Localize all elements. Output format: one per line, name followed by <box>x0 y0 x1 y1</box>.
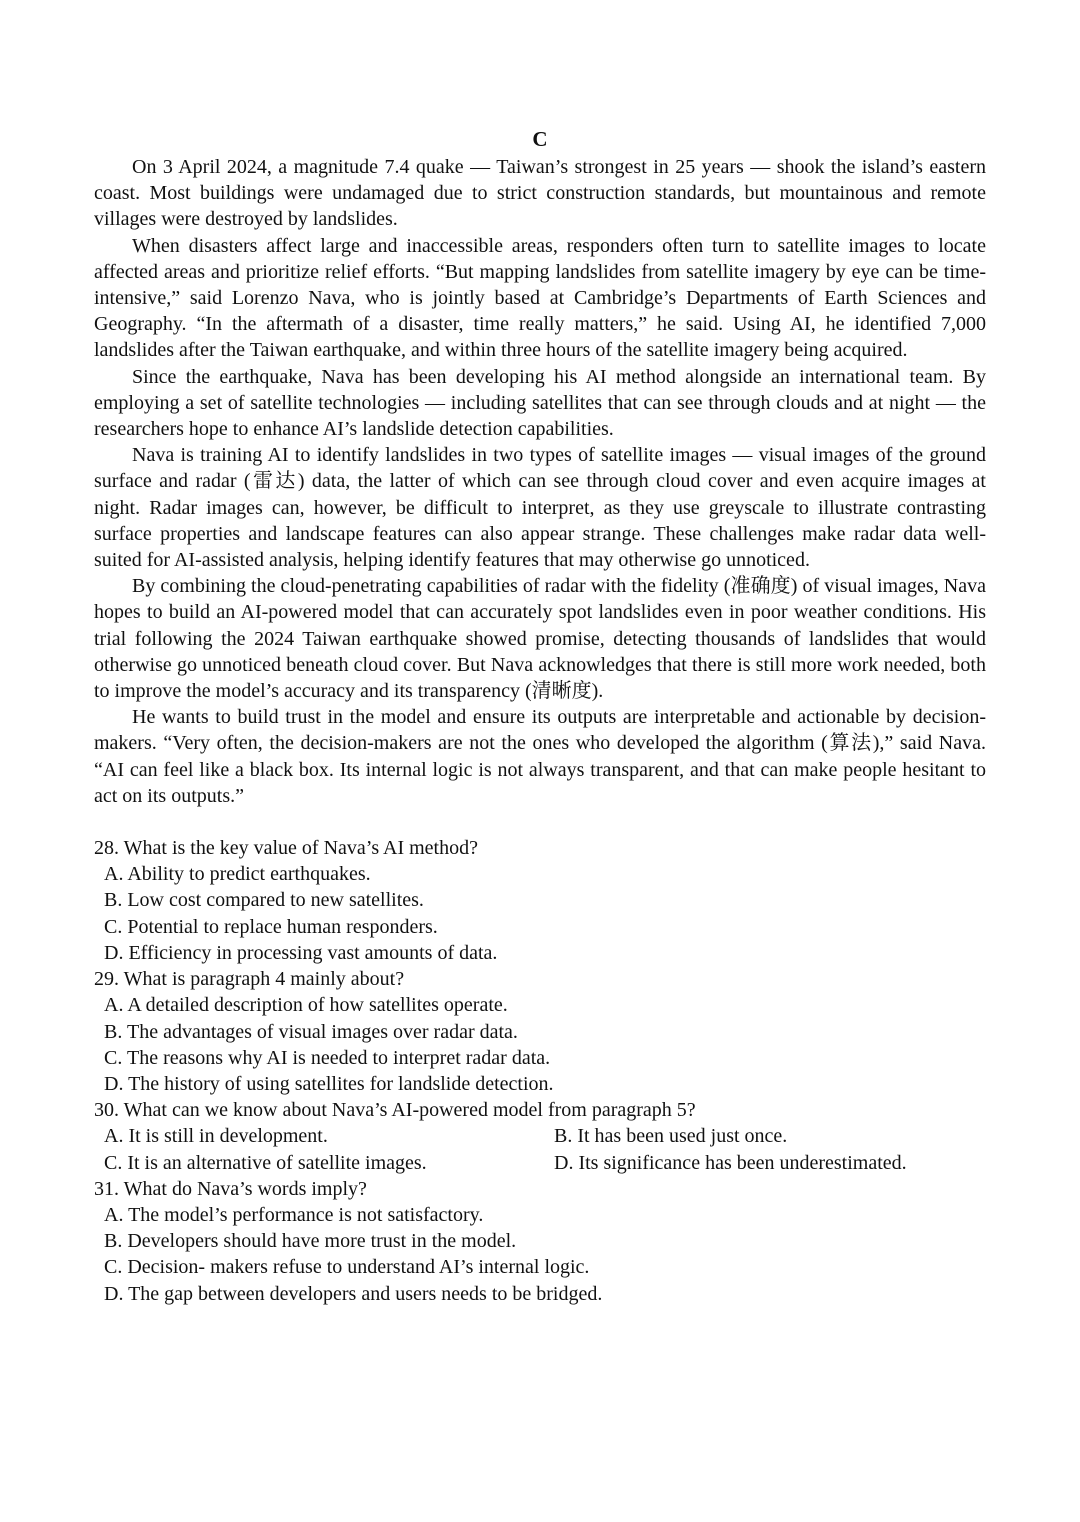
question-stem: 28. What is the key value of Nava’s AI method? <box>94 837 478 860</box>
option-c: C. It is an alternative of satellite images. <box>104 1151 427 1174</box>
option-b: B. It has been used just once. <box>554 1125 788 1148</box>
passage-paragraph-4: Nava is training AI to identify landslides in two types of satellite images — visual images of the ground surface and radar (雷达) data, the latter of which can see through cloud cover and even acquire images at night. Radar images can, however, be difficult to interpret, as they use greyscale to illustrate contrasting surface properties and landscape features can also appear strange. These challenges make radar data well-suited for AI-assisted analysis, helping identify features that may otherwise go unnoticed. <box>94 444 986 572</box>
passage-paragraph-6: He wants to build trust in the model and ensure its outputs are interpretable and actionable by decision-makers. “Very often, the decision-makers are not the ones who developed the algorithm (算法),” said Nava. “AI can feel like a black box. Its internal logic is not always transparent, and that can make people hesitant to act on its outputs.” <box>94 706 986 807</box>
option-b: B. The advantages of visual images over radar data. <box>104 1020 518 1043</box>
question-stem: 29. What is paragraph 4 mainly about? <box>94 968 405 991</box>
question-stem: 31. What do Nava’s words imply? <box>94 1177 367 1200</box>
option-d: D. Efficiency in processing vast amounts of data. <box>104 941 498 964</box>
option-b: B. Developers should have more trust in the model. <box>104 1230 517 1253</box>
reading-passage <box>94 154 986 809</box>
option-a: A. It is still in development. <box>104 1125 328 1148</box>
option-c: C. Potential to replace human responders. <box>104 915 438 938</box>
option-c: C. Decision- makers refuse to understand AI’s internal logic. <box>104 1256 590 1279</box>
option-d: D. The history of using satellites for landslide detection. <box>104 1072 554 1095</box>
passage-paragraph-5: By combining the cloud-penetrating capabilities of radar with the fidelity (准确度) of visual images, Nava hopes to build an AI-powered model that can accurately spot landslides even in poor weather conditions. His trial following the 2024 Taiwan earthquake showed promise, detecting thousands of landslides that would otherwise go unnoticed beneath cloud cover. But Nava acknowledges that there is still more work needed, both to improve the model’s accuracy and its transparency (清晰度). <box>94 575 986 703</box>
question-31 <box>94 1176 986 1307</box>
option-d: D. The gap between developers and users needs to be bridged. <box>104 1282 603 1305</box>
option-a: A. Ability to predict earthquakes. <box>104 863 371 886</box>
option-d: D. Its significance has been underestimated. <box>554 1151 907 1174</box>
passage-paragraph-2: When disasters affect large and inaccessible areas, responders often turn to satellite images to locate affected areas and prioritize relief efforts. “But mapping landslides from satellite imagery by eye can be time-intensive,” said Lorenzo Nava, who is jointly based at Cambridge’s Departments of Earth Sciences and Geography. “In the aftermath of a disaster, time really matters,” he said. Using AI, he identified 7,000 landslides after the Taiwan earthquake, and within three hours of the satellite imagery being acquired. <box>94 234 986 362</box>
question-29 <box>94 966 986 1097</box>
question-28 <box>94 835 986 966</box>
option-c: C. The reasons why AI is needed to interpret radar data. <box>104 1046 551 1069</box>
exam-page <box>94 126 986 1307</box>
option-b: B. Low cost compared to new satellites. <box>104 889 424 912</box>
option-a: A. The model’s performance is not satisfactory. <box>104 1203 484 1226</box>
option-a: A. A detailed description of how satellites operate. <box>104 994 508 1017</box>
section-heading: C <box>532 127 548 151</box>
question-stem: 30. What can we know about Nava’s AI-powered model from paragraph 5? <box>94 1099 696 1122</box>
passage-paragraph-1: On 3 April 2024, a magnitude 7.4 quake — Taiwan’s strongest in 25 years — shook the island’s eastern coast. Most buildings were undamaged due to strict construction standards, but mountainous and remote villages were destroyed by landslides. <box>94 156 986 231</box>
option-grid <box>94 1123 986 1175</box>
passage-paragraph-3: Since the earthquake, Nava has been developing his AI method alongside an international team. By employing a set of satellite technologies — including satellites that can see through clouds and at night — the researchers hope to enhance AI’s landslide detection capabilities. <box>94 365 986 441</box>
question-list <box>94 835 986 1307</box>
question-30 <box>94 1097 986 1176</box>
